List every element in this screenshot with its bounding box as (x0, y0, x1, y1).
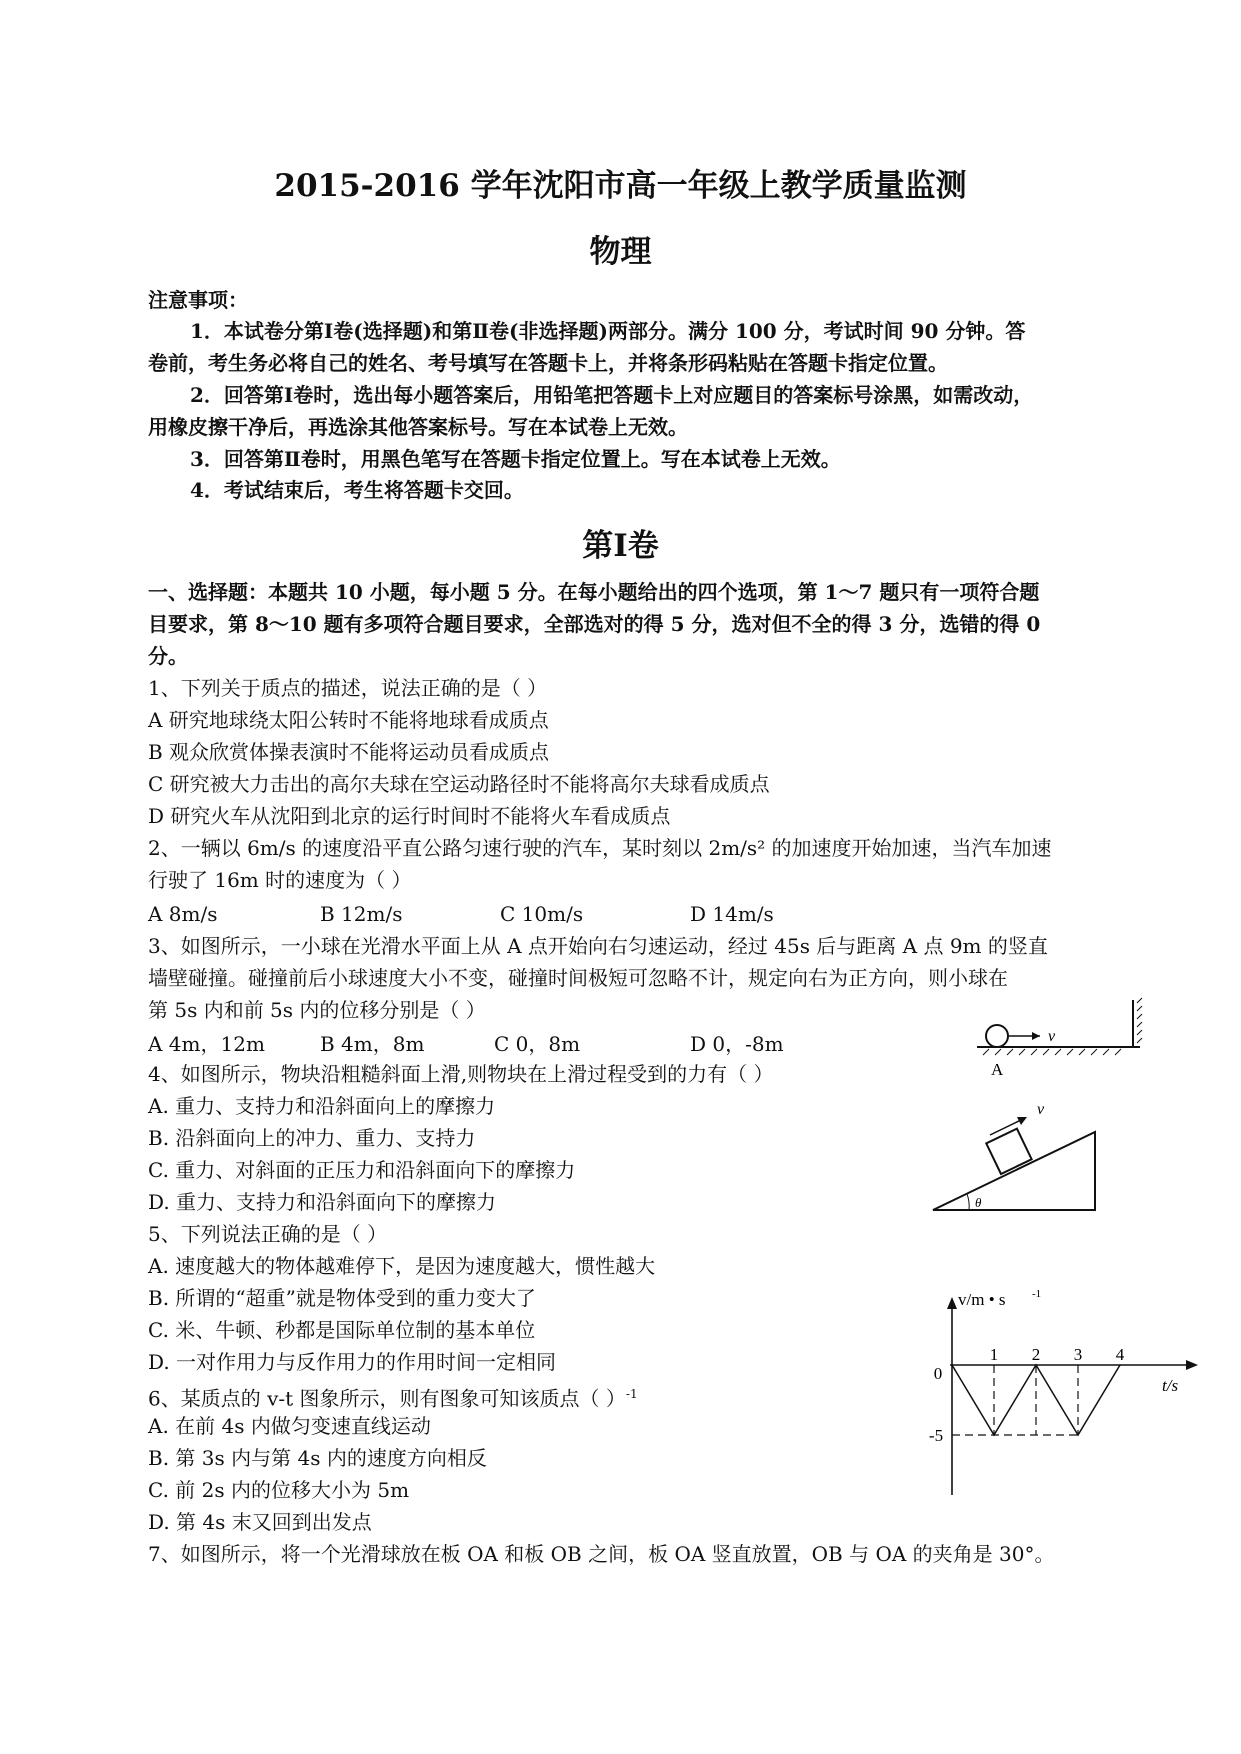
q6-vt-chart (910, 1285, 1205, 1515)
note-2a: 2．回答第Ⅰ卷时，选出每小题答案后，用铅笔把答题卡上对应题目的答案标号涂黑，如需改动， (190, 383, 1034, 407)
q4-fig-v-label: v (1037, 1101, 1045, 1118)
q3-option-c: C 0，8m (494, 1032, 581, 1056)
q3-option-b: B 4m，8m (320, 1032, 425, 1056)
q3-ball-wall-figure (965, 995, 1145, 1080)
q4-option-a: A. 重力、支持力和沿斜面向上的摩擦力 (148, 1094, 496, 1118)
q1-option-b: B 观众欣赏体操表演时不能将运动员看成质点 (148, 740, 550, 764)
q2-option-b: B 12m/s (320, 902, 403, 926)
q6-option-b: B. 第 3s 内与第 4s 内的速度方向相反 (148, 1446, 487, 1470)
q2-option-a: A 8m/s (148, 902, 218, 926)
q6-option-d: D. 第 4s 末又回到出发点 (148, 1510, 372, 1534)
y-axis-label-sup: -1 (1032, 1288, 1042, 1300)
q3-fig-a-label: A (991, 1060, 1004, 1079)
x-tick-label: 4 (1115, 1345, 1125, 1364)
vt-data-point (951, 1364, 953, 1366)
x-tick-label: 3 (1073, 1345, 1083, 1364)
q2-stem-b: 行驶了 16m 时的速度为（ ） (148, 868, 412, 892)
note-1a: 1．本试卷分第Ⅰ卷(选择题)和第Ⅱ卷(非选择题)两部分。满分 100 分，考试时间 90 分钟。答 (190, 319, 1026, 343)
x-tick-label: 2 (1031, 1345, 1041, 1364)
y-tick-label: -5 (928, 1426, 944, 1445)
x-axis-arrow (1186, 1360, 1198, 1370)
q6-stem-tail: -1 (625, 1387, 638, 1401)
q1-option-c: C 研究被大力击出的高尔夫球在空运动路径时不能将高尔夫球看成质点 (148, 772, 770, 796)
q1-stem: 1、下列关于质点的描述，说法正确的是（ ） (148, 676, 548, 700)
note-3: 3．回答第Ⅱ卷时，用黑色笔写在答题卡指定位置上。写在本试卷上无效。 (190, 447, 841, 471)
part-1-intro-a: 一、选择题：本题共 10 小题，每小题 5 分。在每小题给出的四个选项，第 1～7 题只有一项符合题 (148, 580, 1040, 604)
q3-stem-b: 墙壁碰撞。碰撞前后小球速度大小不变，碰撞时间极短可忽略不计，规定向右为正方向，则小球在 (148, 966, 1008, 990)
q2-option-c: C 10m/s (500, 902, 584, 926)
q3-option-d: D 0，-8m (690, 1032, 784, 1056)
q5-stem: 5、下列说法正确的是（ ） (148, 1222, 388, 1246)
q5-option-d: D. 一对作用力与反作用力的作用时间一定相同 (148, 1350, 557, 1374)
y-tick-label: 0 (933, 1364, 943, 1383)
part-1-intro-b: 目要求，第 8～10 题有多项符合题目要求，全部选对的得 5 分，选对但不全的得 3 分，选错的得 0 (148, 612, 1041, 636)
vt-chart-svg (910, 1285, 1205, 1515)
q5-option-a: A. 速度越大的物体越难停下，是因为速度越大，惯性越大 (148, 1254, 656, 1278)
exam-title: 2015-2016 学年沈阳市高一年级上教学质量监测 (274, 168, 967, 204)
x-axis-label: t/s (1162, 1376, 1179, 1395)
q6-stem-text: 6、某质点的 v-t 图象所示，则有图象可知该质点（ ） (148, 1386, 626, 1411)
q3-stem-a: 3、如图所示，一小球在光滑水平面上从 A 点开始向右匀速运动，经过 45s 后与距离 A 点 9m 的竖直 (148, 934, 1048, 958)
notes-heading: 注意事项： (148, 288, 248, 312)
q7-stem: 7、如图所示，将一个光滑球放在板 OA 和板 OB 之间，板 OA 竖直放置，OB 与 OA 的夹角是 30°。 (148, 1542, 1055, 1566)
q6-option-a: A. 在前 4s 内做匀变速直线运动 (148, 1414, 431, 1438)
q6-option-c: C. 前 2s 内的位移大小为 5m (148, 1478, 410, 1502)
part-1-intro-c: 分。 (148, 644, 188, 668)
y-axis-label: v/m • s (958, 1290, 1006, 1309)
vt-data-point (1119, 1364, 1121, 1366)
q3-fig-v-label: v (1048, 1028, 1056, 1045)
note-1b: 卷前，考生务必将自己的姓名、考号填写在答题卡上，并将条形码粘贴在答题卡指定位置。 (148, 351, 948, 375)
q4-fig-theta-label: θ (975, 1195, 982, 1210)
q4-option-b: B. 沿斜面向上的冲力、重力、支持力 (148, 1126, 476, 1150)
q3-option-a: A 4m，12m (148, 1032, 265, 1056)
note-2b: 用橡皮擦干净后，再选涂其他答案标号。写在本试卷上无效。 (148, 415, 688, 439)
q1-option-a: A 研究地球绕太阳公转时不能将地球看成质点 (148, 708, 549, 732)
q5-option-c: C. 米、牛顿、秒都是国际单位制的基本单位 (148, 1318, 536, 1342)
q2-option-d: D 14m/s (690, 902, 774, 926)
y-axis-arrow (947, 1297, 957, 1309)
q4-option-d: D. 重力、支持力和沿斜面向下的摩擦力 (148, 1190, 497, 1214)
q4-option-c: C. 重力、对斜面的正压力和沿斜面向下的摩擦力 (148, 1158, 576, 1182)
q4-incline-figure (925, 1100, 1105, 1215)
q5-option-b: B. 所谓的“超重”就是物体受到的重力变大了 (148, 1286, 536, 1310)
note-4: 4．考试结束后，考生将答题卡交回。 (190, 478, 524, 502)
q1-option-d: D 研究火车从沈阳到北京的运行时间时不能将火车看成质点 (148, 804, 671, 828)
q4-stem: 4、如图所示，物块沿粗糙斜面上滑,则物块在上滑过程受到的力有（ ） (148, 1062, 774, 1086)
x-tick-label: 1 (989, 1345, 999, 1364)
q3-stem-c: 第 5s 内和前 5s 内的位移分别是（ ） (148, 998, 486, 1022)
subject-title: 物理 (589, 234, 652, 270)
q6-stem (148, 1382, 638, 1411)
part-1-title: 第Ⅰ卷 (582, 528, 659, 564)
q2-stem-a: 2、一辆以 6m/s 的速度沿平直公路匀速行驶的汽车，某时刻以 2m/s² 的加速度开始加速，当汽车加速 (148, 836, 1052, 860)
